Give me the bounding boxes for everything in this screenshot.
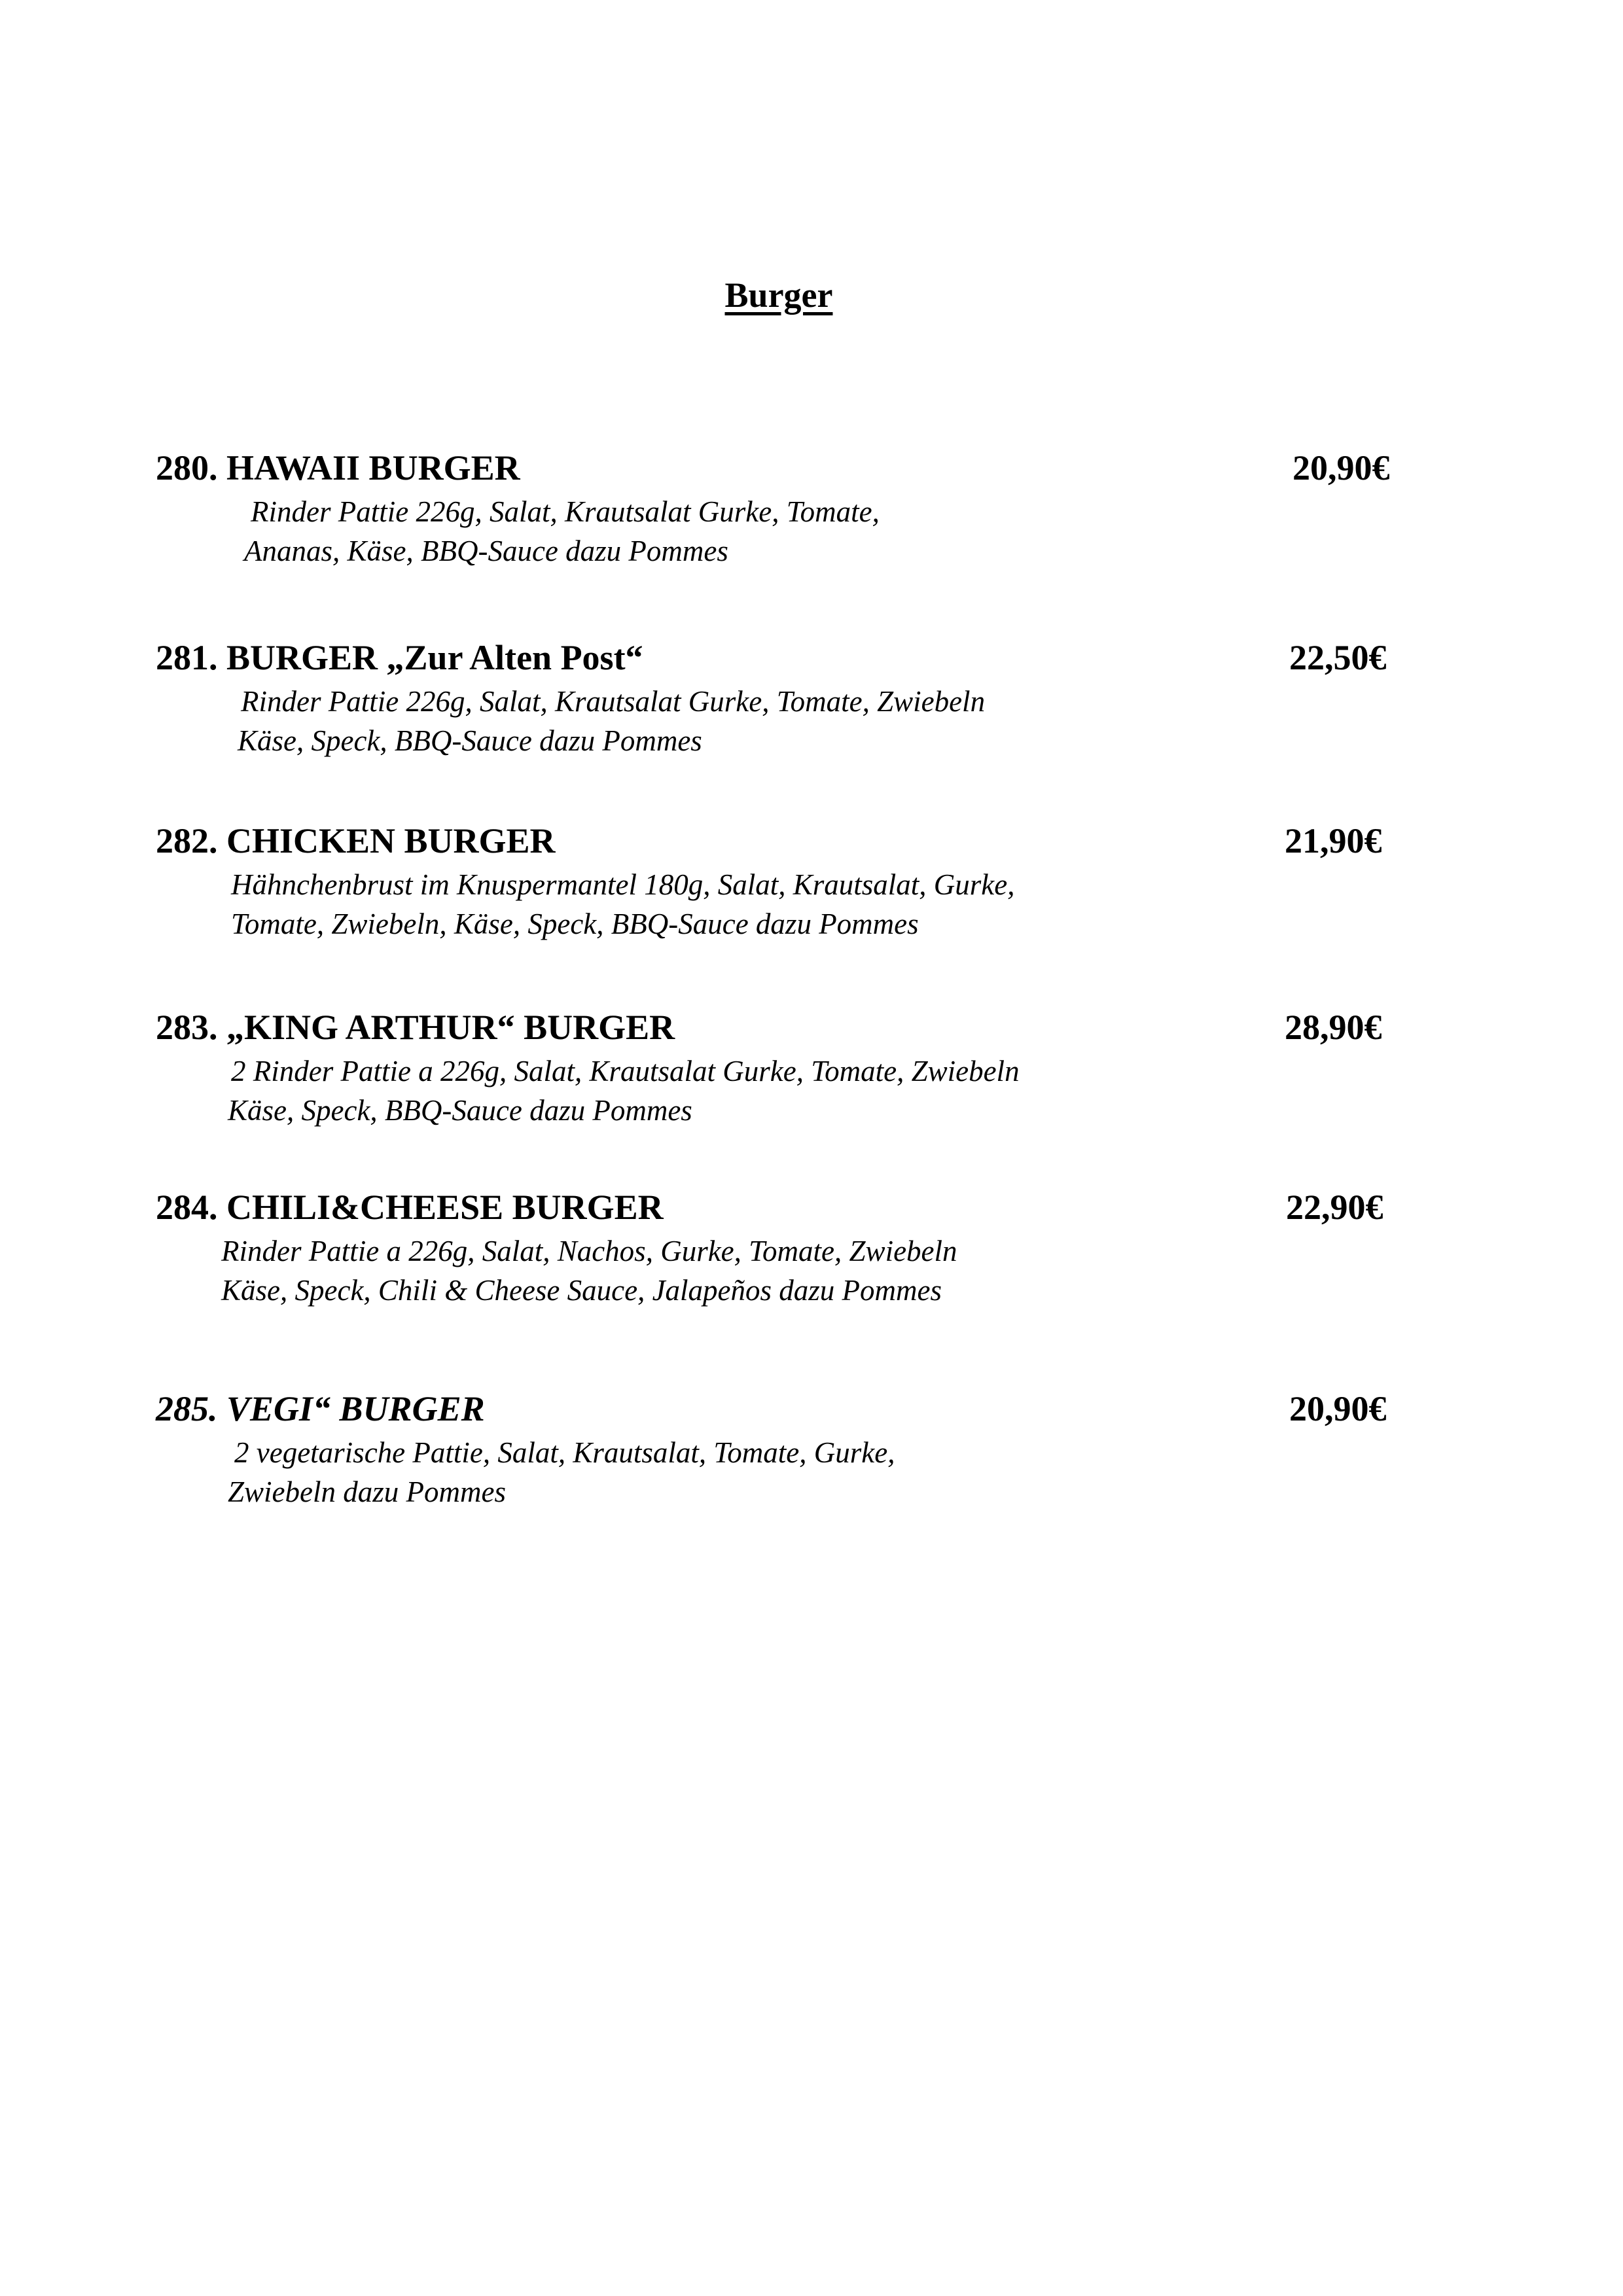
description-line: Rinder Pattie 226g, Salat, Krautsalat Gurke, Tomate, [251,495,880,528]
description-line: Käse, Speck, Chili & Cheese Sauce, Jalapeños dazu Pommes [221,1274,942,1307]
menu-item-description [156,1231,1399,1310]
menu-item-description [156,1433,1399,1511]
menu-item-price: 28,90€ [1285,1008,1382,1047]
menu-item-name: 281. BURGER „Zur Alten Post“ [156,638,643,677]
menu-item-name: 285. VEGI“ BURGER [156,1389,485,1428]
description-line: Käse, Speck, BBQ-Sauce dazu Pommes [228,1094,692,1127]
menu-item-header [156,445,1399,491]
menu-item [156,1004,1399,1130]
description-line: Ananas, Käse, BBQ-Sauce dazu Pommes [244,535,728,567]
menu-item-name: 280. HAWAII BURGER [156,448,520,487]
menu-item-name: 282. CHICKEN BURGER [156,821,556,860]
menu-item-description [156,492,1399,571]
menu-item-header [156,1386,1399,1432]
menu-item [156,818,1399,944]
menu-item-header [156,635,1399,680]
menu-item-price: 22,50€ [1289,638,1387,677]
menu-item-header [156,1004,1399,1050]
menu-item-header [156,1184,1399,1230]
menu-item-name: 283. „KING ARTHUR“ BURGER [156,1008,675,1047]
description-line: Hähnchenbrust im Knuspermantel 180g, Salat, Krautsalat, Gurke, [231,868,1015,901]
page-title: Burger [724,275,833,315]
menu-item-price: 20,90€ [1293,448,1390,487]
description-line: Rinder Pattie a 226g, Salat, Nachos, Gurke, Tomate, Zwiebeln [221,1235,957,1267]
menu-item-header [156,818,1399,864]
description-line: Tomate, Zwiebeln, Käse, Speck, BBQ-Sauce dazu Pommes [231,908,919,940]
description-line: Zwiebeln dazu Pommes [228,1475,506,1508]
menu-item-description [156,865,1399,944]
menu-item [156,1184,1399,1310]
menu-item-description [156,1051,1399,1130]
menu-item-price: 21,90€ [1285,821,1382,860]
description-line: Rinder Pattie 226g, Salat, Krautsalat Gurke, Tomate, Zwiebeln [241,685,986,718]
description-line: 2 vegetarische Pattie, Salat, Krautsalat, Tomate, Gurke, [234,1436,895,1469]
description-line: 2 Rinder Pattie a 226g, Salat, Krautsalat Gurke, Tomate, Zwiebeln [231,1055,1020,1087]
menu-item [156,635,1399,760]
menu-item [156,445,1399,571]
description-line: Käse, Speck, BBQ-Sauce dazu Pommes [238,724,702,757]
menu-item-description [156,682,1399,760]
menu-item-price: 22,90€ [1286,1188,1383,1227]
menu-item-price: 20,90€ [1289,1389,1387,1428]
menu-item-name: 284. CHILI&CHEESE BURGER [156,1188,664,1227]
menu-item [156,1386,1399,1511]
